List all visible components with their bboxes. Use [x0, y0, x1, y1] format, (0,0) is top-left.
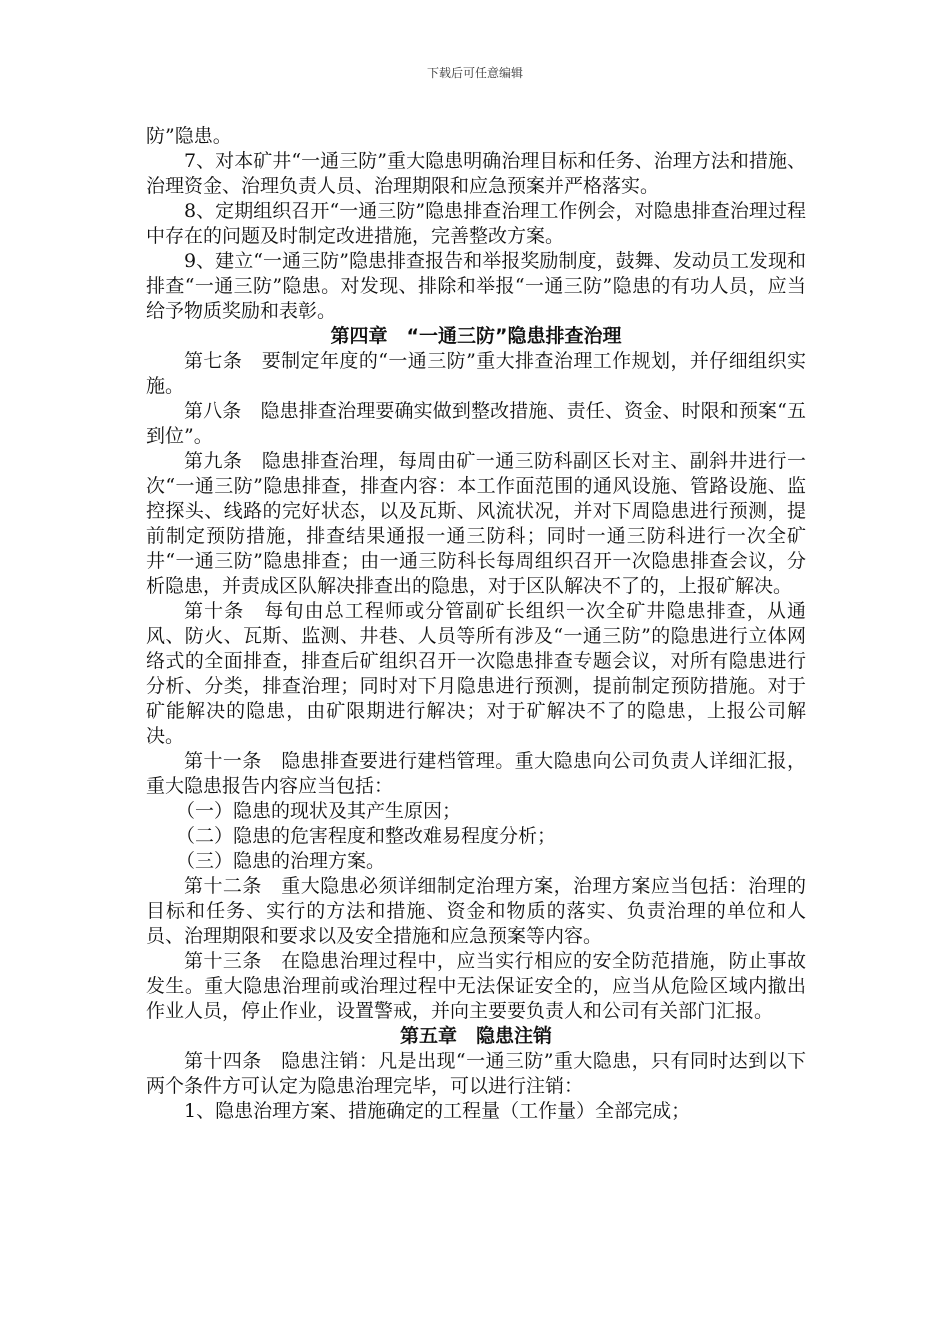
paragraph: 第十四条 隐患注销：凡是出现“一通三防”重大隐患，只有同时达到以下两个条件方可认定为隐患治理完毕，可以进行注销：	[146, 1050, 806, 1097]
chapter-heading: 第四章 “一通三防”隐患排查治理	[330, 325, 622, 347]
chapter-heading: 第五章 隐患注销	[399, 1025, 552, 1047]
paragraph: 7、对本矿井“一通三防”重大隐患明确治理目标和任务、治理方法和措施、治理资金、治理负责人员、治理期限和应急预案并严格落实。	[146, 150, 806, 197]
list-item: （一）隐患的现状及其产生原因；	[176, 800, 462, 822]
paragraph: 9、建立“一通三防”隐患排查报告和举报奖励制度，鼓舞、发动员工发现和排查“一通三防”隐患。对发现、排除和举报“一通三防”隐患的有功人员，应当给予物质奖励和表彰。	[146, 250, 806, 322]
list-item: （二）隐患的危害程度和整改难易程度分析；	[176, 825, 557, 847]
paragraph: 第十三条 在隐患治理过程中，应当实行相应的安全防范措施，防止事故发生。重大隐患治理前或治理过程中无法保证安全的，应当从危险区域内撤出作业人员，停止作业，设置警戒，并向主要要负责人和公司有关部门汇报。	[146, 950, 806, 1022]
list-item: （三）隐患的治理方案。	[176, 850, 386, 872]
page-header: 下载后可任意编辑	[426, 66, 523, 80]
paragraph: 第七条 要制定年度的“一通三防”重大排查治理工作规划，并仔细组织实施。	[146, 350, 806, 397]
paragraph: 防”隐患。	[146, 125, 232, 147]
paragraph: 第八条 隐患排查治理要确实做到整改措施、责任、资金、时限和预案“五到位”。	[146, 400, 806, 447]
paragraph: 第十二条 重大隐患必须详细制定治理方案，治理方案应当包括：治理的目标和任务、实行的方法和措施、资金和物质的落实、负责治理的单位和人员、治理期限和要求以及安全措施和应急预案等内容。	[146, 875, 806, 947]
paragraph: 第十条 每旬由总工程师或分管副矿长组织一次全矿井隐患排查，从通风、防火、瓦斯、监测、井巷、人员等所有涉及“一通三防”的隐患进行立体网络式的全面排查，排查后矿组织召开一次隐患排查专题会议，对所有隐患进行分析、分类，排查治理；同时对下月隐患进行预测，提前制定预防措施。对于矿能解决的隐患，由矿限期进行解决；对于矿解决不了的隐患，上报公司解决。	[146, 600, 806, 747]
paragraph: 1、隐患治理方案、措施确定的工程量（工作量）全部完成；	[184, 1100, 691, 1122]
paragraph: 8、定期组织召开“一通三防”隐患排查治理工作例会，对隐患排查治理过程中存在的问题及时制定改进措施，完善整改方案。	[146, 200, 806, 247]
document-body	[146, 124, 806, 1124]
paragraph: 第九条 隐患排查治理，每周由矿一通三防科副区长对主、副斜井进行一次“一通三防”隐患排查，排查内容：本工作面范围的通风设施、管路设施、监控探头、线路的完好状态，以及瓦斯、风流状况，并对下周隐患进行预测，提前制定预防措施，排查结果通报一通三防科；同时一通三防科进行一次全矿井“一通三防”隐患排查；由一通三防科长每周组织召开一次隐患排查会议，分析隐患，并责成区队解决排查出的隐患，对于区队解决不了的，上报矿解决。	[146, 450, 806, 597]
paragraph: 第十一条 隐患排查要进行建档管理。重大隐患向公司负责人详细汇报，重大隐患报告内容应当包括：	[146, 750, 806, 797]
